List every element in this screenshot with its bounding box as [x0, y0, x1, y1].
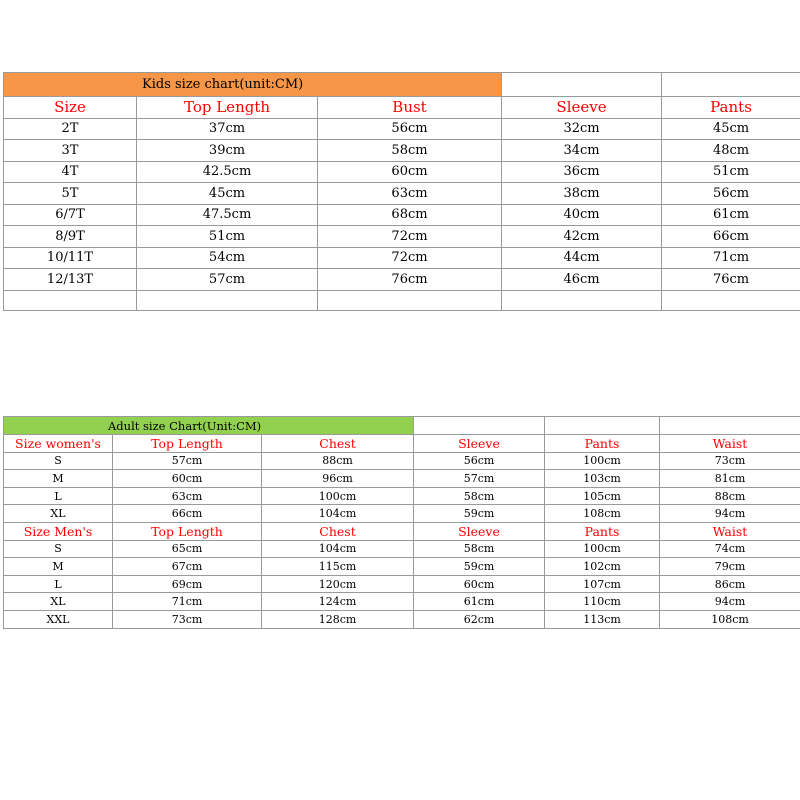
column-header: Size women's [4, 435, 113, 453]
table-cell: 100cm [545, 540, 660, 558]
table-cell: 102cm [545, 558, 660, 576]
table-row [4, 118, 800, 140]
kids-header-row [4, 97, 800, 119]
empty-cell [414, 417, 545, 435]
empty-cell [662, 290, 800, 310]
column-header: Pants [545, 435, 660, 453]
table-row [4, 487, 800, 505]
column-header: Pants [662, 97, 800, 119]
table-cell: 100cm [262, 487, 414, 505]
table-cell: 56cm [318, 118, 502, 140]
kids-table-title: Kids size chart(unit:CM) [4, 73, 502, 97]
table-row [4, 558, 800, 576]
table-cell: 46cm [502, 269, 662, 291]
column-header: Top Length [113, 522, 262, 540]
table-cell: 36cm [502, 161, 662, 183]
table-cell: 107cm [545, 575, 660, 593]
women-header-row [4, 435, 800, 453]
table-cell: 39cm [137, 140, 318, 162]
table-cell: M [4, 470, 113, 488]
table-cell: 60cm [113, 470, 262, 488]
column-header: Waist [660, 435, 800, 453]
table-cell: 38cm [502, 183, 662, 205]
table-cell: 8/9T [4, 226, 137, 248]
table-cell: 57cm [137, 269, 318, 291]
table-cell: 94cm [660, 505, 800, 523]
kids-title-row [4, 73, 800, 97]
empty-cell [502, 73, 662, 97]
table-cell: 105cm [545, 487, 660, 505]
table-cell: 113cm [545, 610, 660, 628]
table-cell: 67cm [113, 558, 262, 576]
table-row [4, 505, 800, 523]
table-row [4, 226, 800, 248]
table-cell: 71cm [662, 247, 800, 269]
table-cell: 68cm [318, 204, 502, 226]
kids-size-table [3, 72, 800, 311]
column-header: Pants [545, 522, 660, 540]
table-cell: 57cm [414, 470, 545, 488]
table-cell: 72cm [318, 226, 502, 248]
table-cell: 62cm [414, 610, 545, 628]
table-cell: 45cm [662, 118, 800, 140]
table-cell: 66cm [113, 505, 262, 523]
adult-size-table-body [4, 417, 800, 629]
table-cell: 79cm [660, 558, 800, 576]
table-row [4, 540, 800, 558]
table-cell: 58cm [414, 487, 545, 505]
table-cell: 51cm [662, 161, 800, 183]
table-cell: 66cm [662, 226, 800, 248]
table-cell: XXL [4, 610, 113, 628]
table-cell: 115cm [262, 558, 414, 576]
table-row [4, 575, 800, 593]
table-cell: 88cm [660, 487, 800, 505]
column-header: Sleeve [414, 435, 545, 453]
table-cell: S [4, 452, 113, 470]
table-cell: 47.5cm [137, 204, 318, 226]
empty-cell [660, 417, 800, 435]
table-cell: 10/11T [4, 247, 137, 269]
table-cell: XL [4, 593, 113, 611]
table-cell: 124cm [262, 593, 414, 611]
table-cell: 3T [4, 140, 137, 162]
table-row [4, 593, 800, 611]
table-cell: 58cm [318, 140, 502, 162]
table-cell: 58cm [414, 540, 545, 558]
table-cell: 51cm [137, 226, 318, 248]
table-cell: 73cm [113, 610, 262, 628]
table-cell: 6/7T [4, 204, 137, 226]
column-header: Chest [262, 435, 414, 453]
table-cell: 86cm [660, 575, 800, 593]
table-cell: 34cm [502, 140, 662, 162]
empty-cell [318, 290, 502, 310]
table-cell: 76cm [318, 269, 502, 291]
table-cell: 59cm [414, 505, 545, 523]
table-cell: 104cm [262, 505, 414, 523]
column-header: Bust [318, 97, 502, 119]
table-cell: 72cm [318, 247, 502, 269]
adult-title-row [4, 417, 800, 435]
table-cell: 44cm [502, 247, 662, 269]
table-row [4, 610, 800, 628]
table-cell: 94cm [660, 593, 800, 611]
table-row [4, 204, 800, 226]
table-cell: 59cm [414, 558, 545, 576]
table-cell: 57cm [113, 452, 262, 470]
table-cell: 108cm [660, 610, 800, 628]
table-cell: 42.5cm [137, 161, 318, 183]
table-cell: 5T [4, 183, 137, 205]
table-cell: 104cm [262, 540, 414, 558]
table-cell: M [4, 558, 113, 576]
table-cell: 56cm [662, 183, 800, 205]
column-header: Sleeve [502, 97, 662, 119]
empty-cell [502, 290, 662, 310]
table-cell: 48cm [662, 140, 800, 162]
column-header: Size Men's [4, 522, 113, 540]
table-cell: 65cm [113, 540, 262, 558]
table-row [4, 183, 800, 205]
table-cell: 81cm [660, 470, 800, 488]
table-cell: 61cm [662, 204, 800, 226]
table-row [4, 247, 800, 269]
table-cell: 60cm [414, 575, 545, 593]
kids-size-table-body [4, 73, 800, 311]
table-cell: 108cm [545, 505, 660, 523]
column-header: Sleeve [414, 522, 545, 540]
column-header: Size [4, 97, 137, 119]
table-cell: 110cm [545, 593, 660, 611]
table-row [4, 470, 800, 488]
table-cell: 128cm [262, 610, 414, 628]
table-cell: 12/13T [4, 269, 137, 291]
table-cell: 45cm [137, 183, 318, 205]
adult-table-title: Adult size Chart(Unit:CM) [4, 417, 414, 435]
column-header: Chest [262, 522, 414, 540]
empty-cell [4, 290, 137, 310]
table-cell: 76cm [662, 269, 800, 291]
empty-cell [137, 290, 318, 310]
table-cell: 100cm [545, 452, 660, 470]
table-cell: L [4, 575, 113, 593]
table-cell: L [4, 487, 113, 505]
table-cell: 54cm [137, 247, 318, 269]
table-cell: 69cm [113, 575, 262, 593]
table-cell: XL [4, 505, 113, 523]
table-cell: 63cm [113, 487, 262, 505]
table-row [4, 452, 800, 470]
empty-row [4, 290, 800, 310]
table-cell: 73cm [660, 452, 800, 470]
table-row [4, 140, 800, 162]
table-cell: 4T [4, 161, 137, 183]
table-cell: 37cm [137, 118, 318, 140]
table-cell: 60cm [318, 161, 502, 183]
table-cell: 74cm [660, 540, 800, 558]
table-cell: 71cm [113, 593, 262, 611]
table-cell: 56cm [414, 452, 545, 470]
table-cell: 120cm [262, 575, 414, 593]
table-cell: 96cm [262, 470, 414, 488]
table-cell: 61cm [414, 593, 545, 611]
adult-size-table [3, 416, 800, 629]
table-cell: 32cm [502, 118, 662, 140]
table-cell: 63cm [318, 183, 502, 205]
table-cell: 103cm [545, 470, 660, 488]
empty-cell [545, 417, 660, 435]
empty-cell [662, 73, 800, 97]
table-row [4, 161, 800, 183]
column-header: Top Length [137, 97, 318, 119]
table-cell: S [4, 540, 113, 558]
table-row [4, 269, 800, 291]
table-cell: 2T [4, 118, 137, 140]
column-header: Top Length [113, 435, 262, 453]
table-cell: 88cm [262, 452, 414, 470]
men-header-row [4, 522, 800, 540]
column-header: Waist [660, 522, 800, 540]
table-cell: 40cm [502, 204, 662, 226]
table-cell: 42cm [502, 226, 662, 248]
